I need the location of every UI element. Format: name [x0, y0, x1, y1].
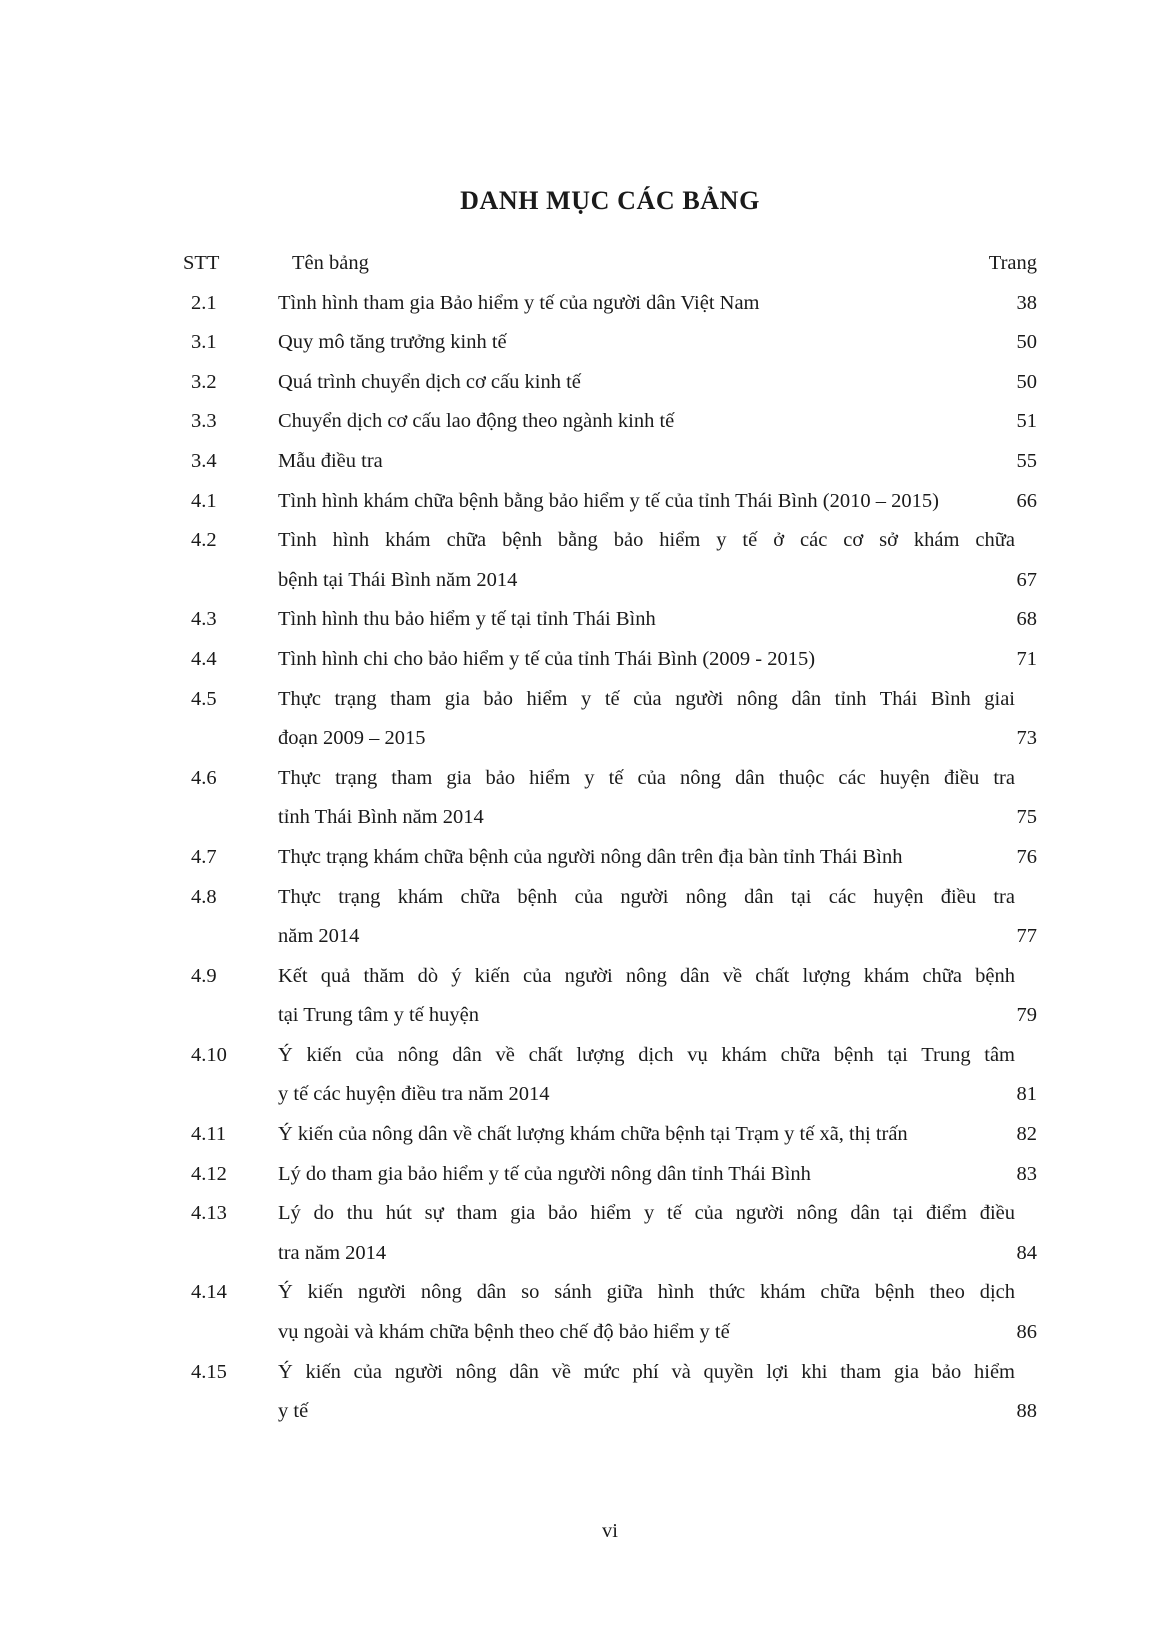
- row-page-number: 50: [1016, 370, 1037, 393]
- row-number: 4.14: [191, 1281, 227, 1304]
- row-title-line: bệnh tại Thái Bình năm 2014: [278, 568, 518, 591]
- row-page-number: 66: [1016, 489, 1037, 512]
- table-row: [183, 323, 1037, 363]
- row-title-line: Ý kiến của nông dân về chất lượng dịch vụ khám chữa bệnh tại Trung tâm: [278, 1043, 1015, 1066]
- row-title-line: Ý kiến của nông dân về chất lượng khám chữa bệnh tại Trạm y tế xã, thị trấn: [278, 1123, 908, 1146]
- row-title: [278, 1155, 1015, 1195]
- row-number: 4.11: [191, 1123, 227, 1146]
- row-title-line: tra năm 2014: [278, 1241, 387, 1264]
- row-page-number: 67: [1016, 568, 1037, 591]
- row-number: 3.4: [191, 449, 217, 472]
- row-title: [278, 442, 1015, 482]
- row-title-line: Tình hình thu bảo hiểm y tế tại tỉnh Thái Bình: [278, 608, 656, 631]
- table-row: [183, 284, 1037, 324]
- row-page-number: 50: [1016, 331, 1037, 354]
- row-number: 4.5: [191, 687, 217, 710]
- row-page-number: 86: [1016, 1321, 1037, 1344]
- row-number: 4.2: [191, 529, 217, 552]
- row-title: [278, 284, 1015, 324]
- row-title-line: Quy mô tăng trưởng kinh tế: [278, 331, 507, 354]
- table-row: [183, 1273, 1037, 1352]
- row-title-line: Tình hình chi cho bảo hiểm y tế của tỉnh Thái Bình (2009 - 2015): [278, 647, 816, 670]
- header-page: Trang: [988, 252, 1037, 274]
- row-title: [278, 680, 1015, 759]
- header-table-name: Tên bảng: [292, 252, 369, 274]
- row-title: [278, 600, 1015, 640]
- row-page-number: 38: [1016, 291, 1037, 314]
- row-title: [278, 957, 1015, 1036]
- row-title-line: Kết quả thăm dò ý kiến của người nông dân về chất lượng khám chữa bệnh: [278, 964, 1015, 987]
- row-number: 4.9: [191, 964, 217, 987]
- row-number: 4.6: [191, 766, 217, 789]
- row-title: [278, 759, 1015, 838]
- row-title: [278, 1353, 1015, 1432]
- row-page-number: 79: [1016, 1004, 1037, 1027]
- row-number: 2.1: [191, 291, 217, 314]
- row-title-line: Ý kiến của người nông dân về mức phí và quyền lợi khi tham gia bảo hiểm: [278, 1360, 1015, 1383]
- row-number: 4.1: [191, 489, 217, 512]
- row-title-line: Quá trình chuyển dịch cơ cấu kinh tế: [278, 370, 581, 393]
- table-row: [183, 1155, 1037, 1195]
- table-row: [183, 600, 1037, 640]
- row-number: 4.15: [191, 1360, 227, 1383]
- row-page-number: 84: [1016, 1241, 1037, 1264]
- row-number: 3.2: [191, 370, 217, 393]
- row-title: [278, 521, 1015, 600]
- row-title-line: tỉnh Thái Bình năm 2014: [278, 806, 484, 829]
- table-row: [183, 878, 1037, 957]
- row-title-line: Lý do tham gia bảo hiểm y tế của người nông dân tỉnh Thái Bình: [278, 1162, 811, 1185]
- row-title: [278, 363, 1015, 403]
- row-page-number: 76: [1016, 845, 1037, 868]
- table-rows: [183, 284, 1037, 1432]
- row-title-line: năm 2014: [278, 925, 360, 948]
- row-title-line: Ý kiến người nông dân so sánh giữa hình thức khám chữa bệnh theo dịch: [278, 1281, 1015, 1304]
- row-title-line: Mẫu điều tra: [278, 449, 383, 472]
- row-title: [278, 1194, 1015, 1273]
- row-title-line: Tình hình tham gia Bảo hiểm y tế của người dân Việt Nam: [278, 291, 760, 314]
- table-row: [183, 957, 1037, 1036]
- row-number: 4.7: [191, 845, 217, 868]
- table-row: [183, 640, 1037, 680]
- row-title-line: Chuyển dịch cơ cấu lao động theo ngành kinh tế: [278, 410, 675, 433]
- row-page-number: 55: [1016, 449, 1037, 472]
- row-page-number: 88: [1016, 1400, 1037, 1423]
- row-title: [278, 1036, 1015, 1115]
- row-number: 3.3: [191, 410, 217, 433]
- table-row: [183, 838, 1037, 878]
- page-title: DANH MỤC CÁC BẢNG: [460, 186, 760, 215]
- row-title-line: Tình hình khám chữa bệnh bằng bảo hiểm y tế ở các cơ sở khám chữa: [278, 529, 1015, 552]
- row-number: 3.1: [191, 331, 217, 354]
- row-title: [278, 640, 1015, 680]
- table-row: [183, 363, 1037, 403]
- row-title: [278, 1273, 1015, 1352]
- table-row: [183, 402, 1037, 442]
- table-row: [183, 759, 1037, 838]
- table-header-row: [183, 244, 1037, 284]
- row-title: [278, 482, 1015, 522]
- row-title-line: Lý do thu hút sự tham gia bảo hiểm y tế của người nông dân tại điểm điều: [278, 1202, 1015, 1225]
- row-title: [278, 878, 1015, 957]
- row-title: [278, 1115, 1015, 1155]
- row-number: 4.3: [191, 608, 217, 631]
- row-page-number: 82: [1016, 1123, 1037, 1146]
- row-number: 4.13: [191, 1202, 227, 1225]
- row-number: 4.10: [191, 1043, 227, 1066]
- row-page-number: 75: [1016, 806, 1037, 829]
- row-page-number: 51: [1016, 410, 1037, 433]
- row-title-line: Thực trạng tham gia bảo hiểm y tế của nông dân thuộc các huyện điều tra: [278, 766, 1015, 789]
- table-row: [183, 1353, 1037, 1432]
- row-title-line: Tình hình khám chữa bệnh bằng bảo hiểm y tế của tỉnh Thái Bình (2010 – 2015): [278, 489, 939, 512]
- table-row: [183, 1194, 1037, 1273]
- row-title-line: Thực trạng khám chữa bệnh của người nông dân trên địa bàn tỉnh Thái Bình: [278, 845, 903, 868]
- table-row: [183, 521, 1037, 600]
- row-title-line: Thực trạng tham gia bảo hiểm y tế của người nông dân tỉnh Thái Bình giai: [278, 687, 1015, 710]
- table-row: [183, 1115, 1037, 1155]
- row-title-line: y tế: [278, 1400, 309, 1423]
- list-of-tables: [183, 244, 1037, 1432]
- table-row: [183, 442, 1037, 482]
- row-number: 4.4: [191, 647, 217, 670]
- table-row: [183, 1036, 1037, 1115]
- page-number-footer: vi: [602, 1520, 618, 1542]
- table-row: [183, 680, 1037, 759]
- row-title-line: tại Trung tâm y tế huyện: [278, 1004, 480, 1027]
- header-stt: STT: [183, 252, 220, 274]
- row-title-line: y tế các huyện điều tra năm 2014: [278, 1083, 550, 1106]
- table-row: [183, 482, 1037, 522]
- row-page-number: 71: [1016, 647, 1037, 670]
- row-page-number: 81: [1016, 1083, 1037, 1106]
- row-title-line: vụ ngoài và khám chữa bệnh theo chế độ bảo hiểm y tế: [278, 1321, 730, 1344]
- row-page-number: 68: [1016, 608, 1037, 631]
- row-title-line: Thực trạng khám chữa bệnh của người nông dân tại các huyện điều tra: [278, 885, 1015, 908]
- row-page-number: 77: [1016, 925, 1037, 948]
- row-number: 4.12: [191, 1162, 227, 1185]
- row-title: [278, 323, 1015, 363]
- row-number: 4.8: [191, 885, 217, 908]
- row-title-line: đoạn 2009 – 2015: [278, 727, 426, 750]
- row-page-number: 73: [1016, 727, 1037, 750]
- row-title: [278, 838, 1015, 878]
- row-title: [278, 402, 1015, 442]
- row-page-number: 83: [1016, 1162, 1037, 1185]
